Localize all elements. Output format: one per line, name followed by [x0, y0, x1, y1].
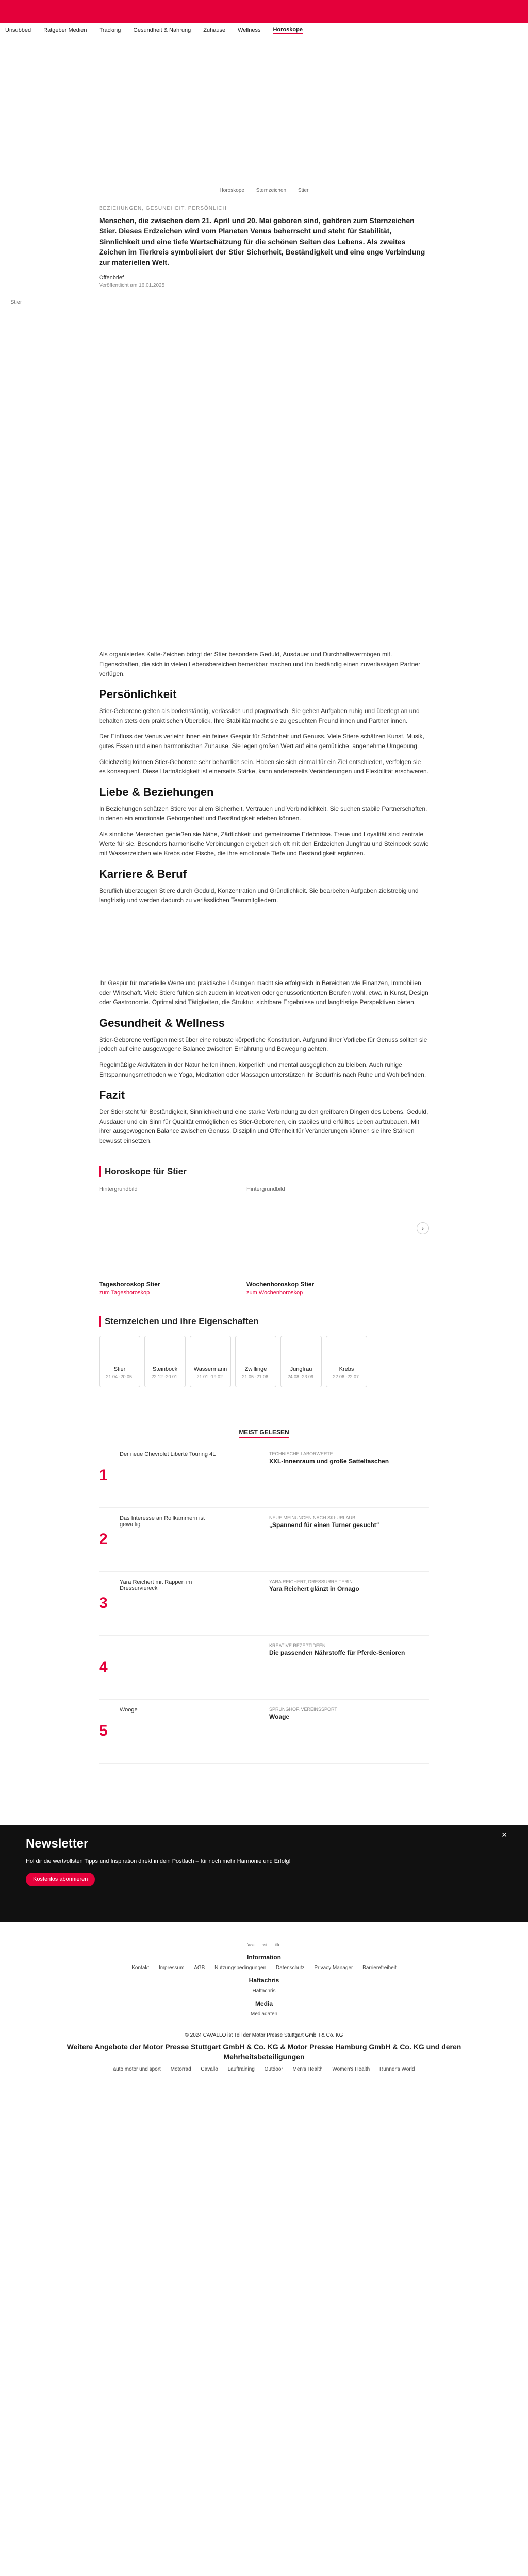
- close-icon[interactable]: ✕: [501, 1830, 507, 1839]
- article-kicker: BEZIEHUNGEN, GESUNDHEIT, PERSÖNLICH: [99, 206, 227, 211]
- chevron-right-icon[interactable]: ›: [417, 1222, 429, 1234]
- breadcrumb-item: Stier: [298, 188, 309, 193]
- card-link[interactable]: zum Wochenhoroskop: [246, 1289, 303, 1296]
- publisher-link[interactable]: Motorrad: [170, 2066, 191, 2072]
- item-image: Das Interesse an Rollkammern ist gewaltig: [120, 1515, 205, 1528]
- top-bar: [0, 0, 528, 23]
- footer-link[interactable]: Mediadaten: [250, 2011, 278, 2017]
- publisher-link[interactable]: Runner's World: [380, 2066, 415, 2072]
- item-image: Wooge: [120, 1706, 138, 1713]
- facebook-icon[interactable]: face: [246, 1942, 255, 1947]
- item-title[interactable]: Yara Reichert glänzt in Ornago: [269, 1585, 359, 1592]
- sign-name: Jungfrau: [290, 1366, 312, 1372]
- card-image: Hintergrundbild: [246, 1185, 285, 1192]
- sign-name: Zwillinge: [244, 1366, 267, 1372]
- subscribe-button[interactable]: Kostenlos abonnieren: [26, 1873, 95, 1886]
- hero-image: [10, 299, 528, 634]
- footer-title: Information: [247, 1953, 281, 1961]
- sign-name: Steinbock: [152, 1366, 178, 1372]
- footer-title: Haftachris: [249, 1976, 279, 1984]
- footer-link[interactable]: Impressum: [158, 1964, 185, 1971]
- footer-links: [0, 1965, 528, 1971]
- paragraph: Regelmäßige Aktivitäten in der Natur helfen ihnen, körperlich und mental ausgeglichen zu bleiben. Auch ruhige Entspannungsmethoden wie Yoga, Meditation oder Massagen unterstützen ihr Bedürfnis nach Ruhe und Wohlbefinden.: [99, 1061, 426, 1078]
- section-title: Liebe & Beziehungen: [99, 785, 214, 799]
- most-read-list: [99, 1451, 429, 1764]
- footer-link[interactable]: Haftachris: [252, 1988, 276, 1994]
- footer-title: Media: [255, 1999, 273, 2007]
- nav-item-active[interactable]: Horoskope: [273, 26, 303, 33]
- sign-card[interactable]: [190, 1336, 231, 1387]
- item-number: 2: [99, 1530, 108, 1548]
- list-item[interactable]: [99, 1707, 429, 1764]
- newsletter-text: Hol dir die wertvollsten Tipps und Inspiration direkt in dein Postfach – für noch mehr Harmonie und Erfolg!: [26, 1858, 291, 1865]
- most-read-label: MEIST GELESEN: [239, 1429, 289, 1438]
- item-kicker: TECHNISCHE LABORWERTE: [269, 1451, 333, 1456]
- copyright: © 2024 CAVALLO ist Teil der Motor Presse Stuttgart GmbH & Co. KG: [185, 2032, 343, 2038]
- list-item[interactable]: [99, 1515, 429, 1572]
- nav-item[interactable]: Ratgeber Medien: [43, 27, 87, 33]
- instagram-icon[interactable]: inst: [260, 1942, 268, 1947]
- tiktok-icon[interactable]: tik: [275, 1942, 279, 1947]
- article-header: [99, 206, 429, 293]
- signs-row: [99, 1336, 429, 1387]
- item-title[interactable]: Die passenden Nährstoffe für Pferde-Senioren: [269, 1649, 405, 1656]
- article-body: [99, 650, 429, 1387]
- item-number: 1: [99, 1466, 108, 1484]
- item-kicker: NEUE MEINUNGEN NACH SKI-URLAUB: [269, 1515, 356, 1520]
- item-image: Der neue Chevrolet Liberté Touring 4L: [120, 1451, 216, 1458]
- main-nav: [0, 23, 528, 38]
- sign-card[interactable]: [144, 1336, 186, 1387]
- section-title: Karriere & Beruf: [99, 867, 187, 880]
- card-title: Wochenhoroskop Stier: [246, 1280, 315, 1288]
- list-item[interactable]: [99, 1643, 429, 1700]
- breadcrumb-item[interactable]: Sternzeichen: [256, 188, 287, 193]
- footer: [0, 1922, 528, 2381]
- article-date: Veröffentlicht am 16.01.2025: [99, 283, 429, 293]
- article-lead: Menschen, die zwischen dem 21. April und 20. Mai geboren sind, gehören zum Sternzeichen Stier. Dieses Erdzeichen wird vom Planeten Venus beherrscht und steht für Stabilität, Sinnlichkeit und eine tiefe Wertschätzung für die schönen Seiten des Lebens. Als zweites Zeichen im Tierkreis symbolisiert der Stier Sicherheit, Beständigkeit und eine enge Verbindung zur materiellen Welt.: [99, 216, 425, 267]
- item-kicker: SPRUNGHOF, VEREINSSPORT: [269, 1706, 337, 1712]
- publisher-link[interactable]: Lauftraining: [227, 2066, 255, 2072]
- sign-date: 21.04.-20.05.: [106, 1374, 134, 1379]
- paragraph: Ihr Gespür für materielle Werte und praktische Lösungen macht sie erfolgreich in Bereichen wie Finanzen, Immobilien oder Wirtschaft. Viele Stiere fühlen sich zudem in kreativen oder genussorientierten Berufen wohl, etwa in Kunst, Design oder Gastronomie. Optimal sind Tätigkeiten, die Struktur, sichtbare Ergebnisse und langfristige Perspektiven bieten.: [99, 979, 428, 1006]
- footer-link[interactable]: Kontakt: [131, 1964, 150, 1971]
- paragraph: Der Einfluss der Venus verleiht ihnen ein feines Gespür für Schönheit und Genuss. Viele Stiere schätzen Kunst, Musik, gutes Essen und einen harmonischen Zuhause. Sie legen großen Wert auf eine gemütliche, angenehme Umgebung.: [99, 733, 424, 750]
- item-title[interactable]: „Spannend für einen Turner gesucht“: [269, 1521, 380, 1529]
- paragraph: In Beziehungen schätzen Stiere vor allem Sicherheit, Vertrauen und Verbindlichkeit. Sie suchen stabile Partnerschaften, in denen ein emotionale Geborgenheit und Beständigkeit erleben können.: [99, 805, 427, 822]
- publisher-title: Weitere Angebote der Motor Presse Stuttgart GmbH & Co. KG & Motor Presse Hamburg GmbH & Co. KG und deren Mehrheitsbeteiligungen: [67, 2042, 461, 2061]
- publisher-link[interactable]: auto motor und sport: [113, 2066, 161, 2072]
- item-image: Yara Reichert mit Rappen im Dressurviereck: [120, 1579, 192, 1591]
- footer-link[interactable]: Barrierefreiheit: [362, 1964, 397, 1971]
- horoscope-cards: [99, 1186, 429, 1296]
- sign-card[interactable]: [235, 1336, 276, 1387]
- card-title: Tageshoroskop Stier: [99, 1280, 160, 1288]
- newsletter-box: [0, 1825, 528, 1922]
- card-link[interactable]: zum Tageshoroskop: [99, 1289, 150, 1296]
- sign-card[interactable]: [280, 1336, 322, 1387]
- newsletter-title: Newsletter: [26, 1836, 89, 1851]
- ad-space: [99, 911, 429, 978]
- publisher-link[interactable]: Outdoor: [264, 2066, 283, 2072]
- footer-link[interactable]: Privacy Manager: [314, 1964, 353, 1971]
- footer-link[interactable]: Nutzungsbedingungen: [214, 1964, 267, 1971]
- publisher-links: [0, 2066, 528, 2381]
- card-image: Hintergrundbild: [99, 1185, 138, 1192]
- item-kicker: KREATIVE REZEPTIDEEN: [269, 1642, 326, 1648]
- paragraph: Gleichzeitig können Stier-Geborene sehr beharrlich sein. Haben sie sich einmal für ein Ziel entschieden, verfolgen sie es konsequent. Diese Hartnäckigkeit ist einerseits Stärke, kann andererseits Veränderungen und Flexibilität erschweren.: [99, 758, 429, 775]
- breadcrumb: [0, 188, 528, 193]
- item-number: 5: [99, 1722, 108, 1739]
- sign-date: 24.08.-23.09.: [287, 1374, 315, 1379]
- section-title: Fazit: [99, 1089, 125, 1102]
- article-author[interactable]: Offenbrief: [99, 275, 124, 281]
- publisher-link[interactable]: Cavallo: [201, 2066, 218, 2072]
- breadcrumb-item[interactable]: Horoskope: [219, 188, 244, 193]
- horoscope-card[interactable]: [246, 1186, 381, 1296]
- sign-name: Krebs: [339, 1366, 354, 1372]
- horoscopes-title: Horoskope für Stier: [99, 1166, 429, 1177]
- ad-space: [0, 38, 528, 188]
- paragraph: Beruflich überzeugen Stiere durch Geduld, Konzentration und Gründlichkeit. Sie bearbeiten Aufgaben zielstrebig und langfristig und werden dadurch zu verlässlichen Teammitgliedern.: [99, 887, 419, 904]
- horoscope-card[interactable]: [99, 1186, 233, 1296]
- item-title[interactable]: Woage: [269, 1713, 290, 1720]
- sign-date: 21.05.-21.06.: [242, 1374, 270, 1379]
- item-title[interactable]: XXL-Innenraum und große Satteltaschen: [269, 1457, 389, 1465]
- paragraph: Stier-Geborene verfügen meist über eine robuste körperliche Konstitution. Aufgrund ihrer Vorliebe für Genuss sollten sie jedoch auf eine ausgewogene Balance zwischen Ernährung und Bewegung achten.: [99, 1036, 427, 1053]
- nav-item[interactable]: Unsubbed: [5, 27, 31, 33]
- publisher-link[interactable]: Men's Health: [292, 2066, 323, 2072]
- footer-link[interactable]: Datenschutz: [275, 1964, 305, 1971]
- sign-card[interactable]: [326, 1336, 367, 1387]
- sign-date: 22.06.-22.07.: [333, 1374, 360, 1379]
- list-item[interactable]: [99, 1451, 429, 1508]
- item-number: 4: [99, 1658, 108, 1675]
- paragraph: Der Stier steht für Beständigkeit, Sinnlichkeit und eine starke Verbindung zu den greifbaren Dingen des Lebens. Geduld, Ausdauer und ein Sinn für Qualität ermöglichen es Stier-Geborenen, ein stabiles und erfülltes Leben aufzubauen. Mit ihrer ausgewogenen Balance zwischen Genuss, Disziplin und Offenheit für Veränderungen können sie ihre Stärken bewusst einsetzen.: [99, 1108, 428, 1144]
- most-read-title: [0, 1429, 528, 1436]
- nav-item[interactable]: Tracking: [99, 27, 121, 33]
- nav-item[interactable]: Zuhause: [203, 27, 226, 33]
- sign-date: 22.12.-20.01.: [151, 1374, 179, 1379]
- item-kicker: YARA REICHERT, DRESSURREITERIN: [269, 1579, 353, 1584]
- sign-card[interactable]: [99, 1336, 140, 1387]
- paragraph: Als sinnliche Menschen genießen sie Nähe, Zärtlichkeit und gemeinsame Erlebnisse. Treue und Loyalität sind zentrale Werte für sie. Besonders harmonische Verbindungen ergeben sich oft mit den Erdzeichen Jungfrau und Steinbock sowie mit Wasserzeichen wie Krebs oder Fische, die ihre emotionale Tiefe und Beständigkeit ergänzen.: [99, 831, 429, 857]
- footer-link[interactable]: AGB: [194, 1964, 205, 1971]
- sign-date: 21.01.-19.02.: [196, 1374, 224, 1379]
- list-item[interactable]: [99, 1579, 429, 1636]
- nav-item[interactable]: Wellness: [238, 27, 261, 33]
- hero-alt: Stier: [10, 299, 22, 306]
- signs-title: Sternzeichen und ihre Eigenschaften: [99, 1316, 429, 1327]
- sign-name: Stier: [113, 1366, 126, 1372]
- nav-item[interactable]: Gesundheit & Nahrung: [133, 27, 191, 33]
- paragraph: Stier-Geborene gelten als bodenständig, verlässlich und pragmatisch. Sie gehen Aufgaben ruhig und überlegt an und behalten stets den praktischen Überblick. Ihre Stabilität macht sie zu gesuchten Freund innen und Partner innen.: [99, 707, 420, 724]
- item-number: 3: [99, 1594, 108, 1612]
- social-links: [0, 1943, 528, 1947]
- section-title: Gesundheit & Wellness: [99, 1016, 225, 1029]
- section-title: Persönlichkeit: [99, 688, 177, 701]
- logo[interactable]: [4, 15, 19, 23]
- sign-name: Wassermann: [193, 1366, 227, 1372]
- article-intro: Als organisiertes Kalte-Zeichen bringt der Stier besondere Geduld, Ausdauer und Durchhaltevermögen mit. Eigenschaften, die sich in vielen Lebensbereichen bemerkbar machen und ihn beständig einen zuverlässigen Partner verfügen.: [99, 651, 421, 677]
- publisher-link[interactable]: Women's Health: [332, 2066, 370, 2072]
